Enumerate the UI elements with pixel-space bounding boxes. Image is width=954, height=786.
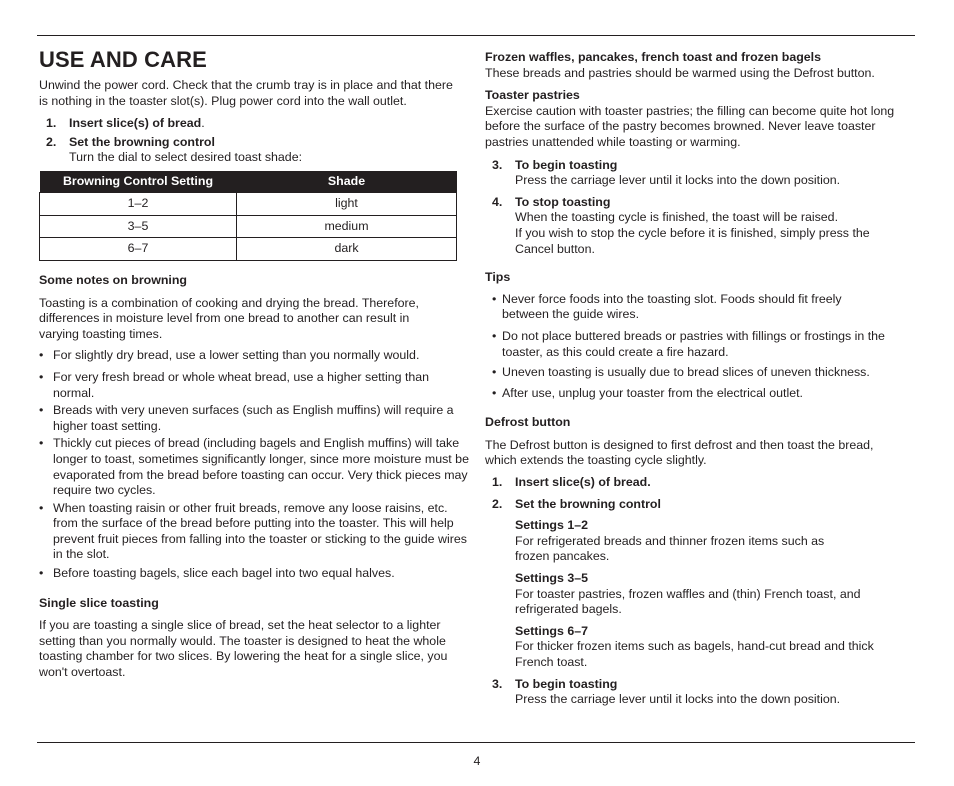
setting-label: Settings 6–7 (515, 623, 588, 638)
toasting-steps (485, 158, 915, 258)
step-insert-bread (485, 475, 915, 491)
list-item-text: Never force foods into the toasting slot. Foods should fit freely between the guide wires. (502, 291, 842, 322)
setting-label: Settings 3–5 (515, 571, 588, 586)
list-item (39, 403, 464, 434)
list-item (39, 436, 469, 498)
list-item-text: Do not place buttered breads or pastries with fillings or frostings in the toaster, as this could create a fire hazard. (502, 328, 885, 359)
bullet-icon: • (39, 348, 44, 363)
tips-heading: Tips (485, 270, 511, 285)
intro-paragraph: Unwind the power cord. Check that the crumb tray is in place and that there is nothing in the toaster slot(s). Plug power cord into the wall outlet. (39, 78, 453, 108)
bullet-icon: • (39, 369, 44, 384)
step-label: To begin toasting (515, 676, 618, 691)
table-row (40, 238, 457, 261)
browning-table (39, 171, 457, 261)
list-item-text: For slightly dry bread, use a lower setting than you normally would. (53, 348, 420, 363)
bullet-icon: • (39, 403, 44, 418)
setting-group (485, 571, 865, 618)
table-cell-setting: 1–2 (40, 193, 237, 216)
step-label: Set the browning control (69, 134, 215, 149)
step-label: To stop toasting (515, 194, 611, 209)
bullet-icon: • (492, 328, 497, 343)
bullet-icon: • (492, 291, 497, 306)
table-header-row (40, 171, 457, 193)
step-stop-toasting (485, 195, 895, 257)
setting-group (485, 624, 880, 671)
table-header-setting: Browning Control Setting (40, 171, 237, 193)
defrost-final-step (485, 677, 915, 708)
step-label: Insert slice(s) of bread. (515, 475, 651, 490)
step-text: Turn the dial to select desired toast shade: (69, 150, 303, 165)
list-item (39, 348, 469, 364)
table-row (40, 193, 457, 216)
frozen-text: These breads and pastries should be warmed using the Defrost button. (485, 65, 875, 80)
defrost-heading: Defrost button (485, 415, 571, 430)
setting-text: For thicker frozen items such as bagels, hand-cut bread and thick French toast. (515, 639, 874, 669)
single-slice-heading: Single slice toasting (39, 595, 159, 610)
step-number: 1. (492, 475, 503, 490)
step-label: Insert slice(s) of bread (69, 116, 202, 131)
single-slice-text: If you are toasting a single slice of bread, set the heat selector to a lighter setting than you normally would. The toaster is designed to heat the whole toasting chamber for two slices. By lowering the heat for a single slice, you won't overtoast. (39, 618, 448, 680)
step-browning-control (485, 497, 915, 513)
list-item-text: After use, unplug your toaster from the electrical outlet. (502, 385, 803, 400)
left-column (39, 48, 469, 681)
setting-text: For toaster pastries, frozen waffles and (thin) French toast, and refrigerated bagels. (515, 586, 861, 617)
list-item (485, 292, 885, 323)
step-label: Set the browning control (515, 496, 661, 511)
bullet-icon: • (39, 566, 44, 581)
top-rule (37, 35, 915, 36)
list-item (485, 386, 915, 402)
step-browning-control (39, 135, 469, 166)
step-text: Press the carriage lever until it locks into the down position. (515, 692, 841, 707)
setting-group (485, 518, 855, 565)
step-label: To begin toasting (515, 157, 618, 172)
right-column (485, 50, 915, 708)
bullet-icon: • (39, 436, 44, 451)
step-begin-toasting (485, 677, 915, 708)
step-insert-bread (39, 116, 469, 132)
step-number: 3. (492, 157, 503, 172)
setting-text: For refrigerated breads and thinner frozen items such as frozen pancakes. (515, 533, 825, 564)
list-item (39, 501, 469, 563)
table-cell-setting: 3–5 (40, 215, 237, 238)
list-item-text: Before toasting bagels, slice each bagel into two equal halves. (53, 566, 395, 581)
list-item (39, 566, 469, 582)
list-item-text: Breads with very uneven surfaces (such as English muffins) will require a higher toast setting. (53, 403, 454, 433)
list-item (39, 370, 459, 401)
setup-steps (39, 116, 469, 166)
setting-label: Settings 1–2 (515, 518, 588, 533)
page-number: 4 (473, 754, 481, 768)
notes-heading: Some notes on browning (39, 272, 187, 287)
list-item (485, 329, 915, 360)
step-begin-toasting (485, 158, 915, 189)
bottom-rule (37, 742, 915, 743)
step-label-period: . (201, 116, 205, 131)
list-item-text: Thickly cut pieces of bread (including bagels and English muffins) will take longer to toast, sometimes significantly longer, since more moisture must be evaporated from the bread before toasting can occur. Very thick pieces may require two cycles. (53, 436, 469, 498)
step-text: Press the carriage lever until it locks into the down position. (515, 173, 841, 188)
list-item-text: When toasting raisin or other fruit breads, remove any loose raisins, etc. from the surface of the bread before putting into the toaster. This will help prevent fruit pieces from falling into the toaster or sticking to the guide wires in the slot. (53, 500, 467, 562)
notes-intro: Toasting is a combination of cooking and drying the bread. Therefore, differences in moisture level from one bread to another can result in varying toasting times. (39, 295, 419, 341)
bullet-icon: • (492, 385, 497, 400)
table-cell-shade: dark (237, 238, 457, 261)
table-cell-shade: medium (237, 215, 457, 238)
step-text: When the toasting cycle is finished, the toast will be raised. (515, 210, 839, 225)
step-number: 2. (46, 134, 57, 149)
bullet-icon: • (39, 500, 44, 515)
table-cell-setting: 6–7 (40, 238, 237, 261)
frozen-heading: Frozen waffles, pancakes, french toast and frozen bagels (485, 50, 822, 64)
table-header-shade: Shade (237, 171, 457, 193)
defrost-steps (485, 475, 915, 512)
step-number: 2. (492, 496, 503, 511)
pastries-heading: Toaster pastries (485, 88, 580, 103)
pastries-text: Exercise caution with toaster pastries; the filling can become quite hot long before the surface of the pastry becomes browned. Never leave toaster pastries unattended while toasting or warming. (485, 103, 895, 149)
list-item-text: Uneven toasting is usually due to bread slices of uneven thickness. (502, 365, 870, 380)
page-title: USE AND CARE (39, 47, 207, 72)
table-row (40, 215, 457, 238)
step-number: 1. (46, 116, 57, 131)
tips-list (485, 292, 915, 402)
bullet-icon: • (492, 365, 497, 380)
step-number: 3. (492, 676, 503, 691)
list-item-text: For very fresh bread or whole wheat bread, use a higher setting than normal. (53, 369, 430, 400)
list-item (485, 365, 915, 381)
notes-bullet-list (39, 348, 469, 581)
step-number: 4. (492, 194, 503, 209)
defrost-text: The Defrost button is designed to first defrost and then toast the bread, which extends the toasting cycle slightly. (485, 437, 874, 468)
step-text: If you wish to stop the cycle before it is finished, simply press the Cancel button. (515, 225, 870, 256)
table-cell-shade: light (237, 193, 457, 216)
